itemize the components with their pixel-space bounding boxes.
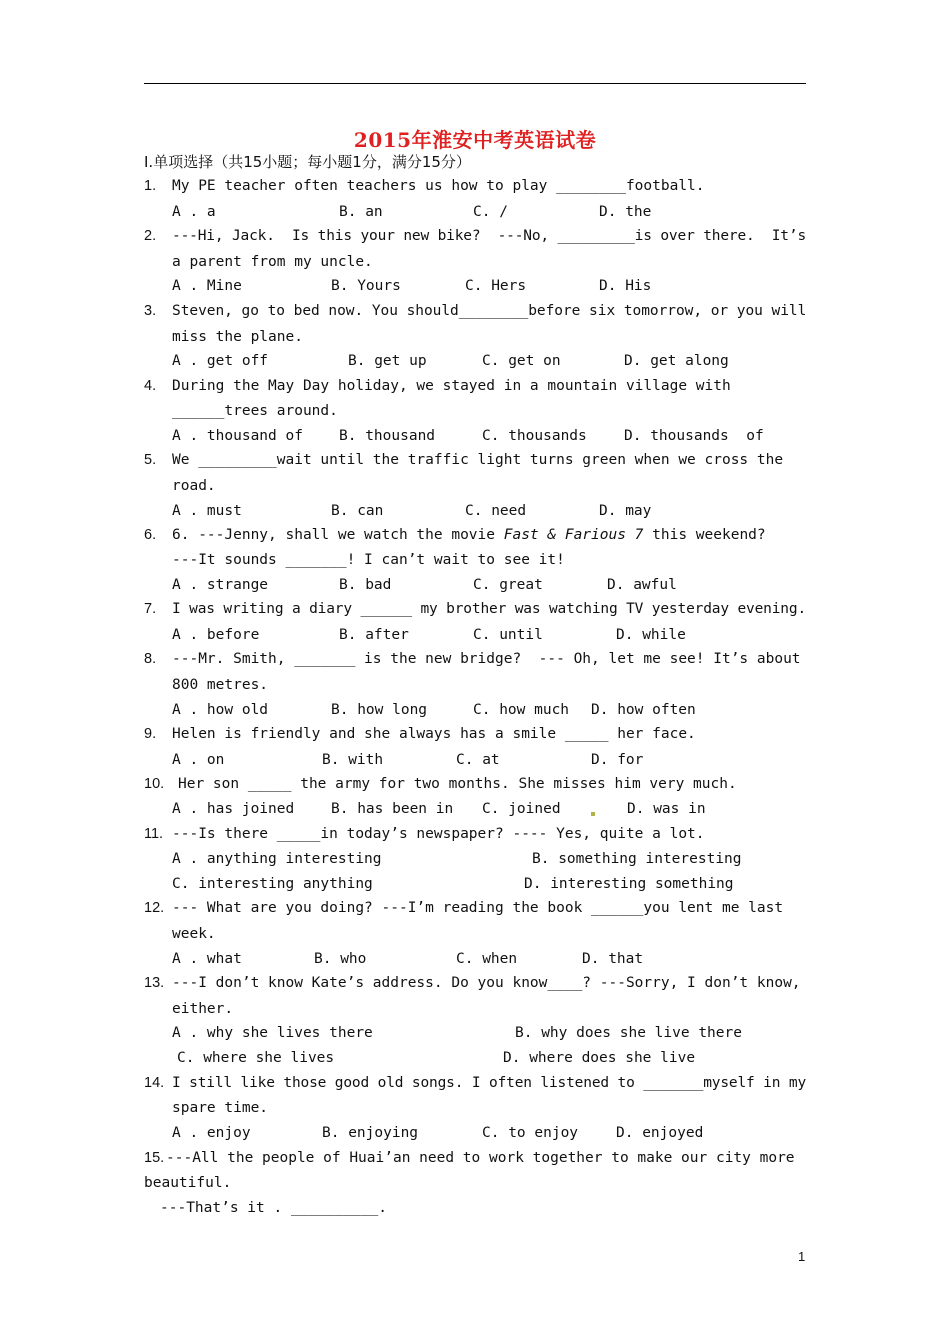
question-text: ---All the people of Huai’an need to work together to make our city more: [166, 1150, 795, 1166]
question-text: I was writing a diary ______ my brother was watching TV yesterday evening.: [172, 601, 807, 617]
option-d: D. where does she live: [503, 1050, 696, 1066]
question-number: 6.: [144, 527, 157, 543]
question-number: 15.: [144, 1150, 165, 1166]
question-text: beautiful.: [144, 1175, 232, 1191]
question-text: miss the plane.: [172, 329, 303, 345]
question-number: 2.: [144, 228, 157, 244]
page-number: 1: [798, 1249, 806, 1264]
option-a: A . enjoy: [172, 1125, 251, 1141]
option-a: A . how old: [172, 702, 269, 718]
question-text: ---Hi, Jack. Is this your new bike? ---No, _________is over there. It’s: [172, 228, 807, 244]
option-d: D. thousands of: [624, 428, 764, 444]
option-a: A . why she lives there: [172, 1025, 373, 1041]
question-text: week.: [172, 926, 216, 942]
question-text: ---I don’t know Kate’s address. Do you know____? ---Sorry, I don’t know,: [172, 975, 801, 991]
question-number: 14.: [144, 1075, 165, 1091]
option-a: A . thousand of: [172, 428, 303, 444]
question-text: ---That’s it . __________.: [160, 1200, 387, 1216]
option-d: D. how often: [591, 702, 696, 718]
option-a: A . get off: [172, 353, 269, 369]
option-b: B. with: [322, 752, 384, 768]
option-b: B. get up: [348, 353, 427, 369]
option-c: C. /: [473, 204, 508, 220]
option-d: D. while: [616, 627, 686, 643]
question-number: 12.: [144, 900, 165, 916]
option-a: A . what: [172, 951, 242, 967]
stray-mark: [591, 812, 595, 816]
header-rule: [144, 83, 806, 84]
question-tail: this weekend?: [643, 527, 766, 543]
question-text: spare time.: [172, 1100, 269, 1116]
option-b: B. can: [331, 503, 384, 519]
option-d: D. for: [591, 752, 644, 768]
option-d: D. the: [599, 204, 652, 220]
option-d: D. may: [599, 503, 652, 519]
option-a: A . has joined: [172, 801, 295, 817]
option-d: D. interesting something: [524, 876, 734, 892]
question-number: 1.: [144, 178, 157, 194]
question-text: ______trees around.: [172, 403, 338, 419]
option-a: A . must: [172, 503, 242, 519]
question-number: 8.: [144, 651, 157, 667]
question-text: 800 metres.: [172, 677, 269, 693]
question-number: 7.: [144, 601, 157, 617]
option-c: C. thousands: [482, 428, 587, 444]
section-heading: Ⅰ.单项选择（共15小题；每小题1分，满分15分）: [144, 153, 471, 171]
option-c: C. get on: [482, 353, 561, 369]
option-a: A . before: [172, 627, 260, 643]
option-b: B. something interesting: [532, 851, 742, 867]
question-number: 5.: [144, 452, 157, 468]
option-d: D. enjoyed: [616, 1125, 704, 1141]
option-b: B. thousand: [339, 428, 436, 444]
question-text: road.: [172, 478, 216, 494]
option-d: D. that: [582, 951, 644, 967]
question-text: ---It sounds _______! I can’t wait to see it!: [172, 552, 565, 568]
option-c: C. at: [456, 752, 500, 768]
question-text: ---Is there _____in today’s newspaper? ---- Yes, quite a lot.: [172, 826, 705, 842]
question-number: 3.: [144, 303, 157, 319]
option-a: A . Mine: [172, 278, 242, 294]
question-text: Her son _____ the army for two months. She misses him very much.: [178, 776, 737, 792]
option-b: B. an: [339, 204, 383, 220]
question-number: 10.: [144, 776, 165, 792]
question-text: either.: [172, 1001, 234, 1017]
question-text: My PE teacher often teachers us how to play ________football.: [172, 178, 705, 194]
question-number: 11.: [144, 826, 164, 842]
option-c: C. until: [473, 627, 543, 643]
option-c: C. where she lives: [177, 1050, 335, 1066]
question-number: 9.: [144, 726, 157, 742]
option-b: B. how long: [331, 702, 428, 718]
option-a: A . a: [172, 204, 216, 220]
option-d: D. get along: [624, 353, 729, 369]
option-c: C. when: [456, 951, 518, 967]
option-c: C. interesting anything: [172, 876, 373, 892]
movie-title: Fast & Farious 7: [503, 527, 644, 543]
option-d: D. His: [599, 278, 652, 294]
option-b: B. enjoying: [322, 1125, 419, 1141]
option-b: B. has been in: [331, 801, 454, 817]
option-d: D. awful: [607, 577, 677, 593]
option-b: B. who: [314, 951, 367, 967]
option-b: B. why does she live there: [515, 1025, 742, 1041]
question-lead: 6. ---Jenny, shall we watch the movie: [172, 527, 504, 543]
option-a: A . anything interesting: [172, 851, 382, 867]
page-title: 2015年淮安中考英语试卷: [353, 128, 597, 152]
question-text: ---Mr. Smith, _______ is the new bridge? --- Oh, let me see! It’s about: [172, 651, 801, 667]
question-text: We _________wait until the traffic light turns green when we cross the: [172, 452, 784, 468]
option-c: C. great: [473, 577, 543, 593]
option-a: A . on: [172, 752, 225, 768]
question-text: --- What are you doing? ---I’m reading the book ______you lent me last: [172, 900, 784, 916]
option-c: C. to enjoy: [482, 1125, 579, 1141]
question-number: 4.: [144, 378, 157, 394]
option-a: A . strange: [172, 577, 269, 593]
option-b: B. bad: [339, 577, 392, 593]
question-text: a parent from my uncle.: [172, 254, 373, 270]
question-number: 13.: [144, 975, 165, 991]
option-c: C. Hers: [465, 278, 527, 294]
question-text: [172, 527, 766, 543]
question-text: I still like those good old songs. I often listened to _______myself in my: [172, 1075, 807, 1091]
question-text: During the May Day holiday, we stayed in a mountain village with: [172, 378, 731, 394]
question-text: Helen is friendly and she always has a smile _____ her face.: [172, 726, 696, 742]
option-c: C. need: [465, 503, 527, 519]
question-text: Steven, go to bed now. You should________before six tomorrow, or you will: [172, 303, 807, 319]
option-c: C. joined: [482, 801, 561, 817]
option-c: C. how much: [473, 702, 570, 718]
option-d: D. was in: [627, 801, 706, 817]
option-b: B. after: [339, 627, 409, 643]
option-b: B. Yours: [331, 278, 401, 294]
